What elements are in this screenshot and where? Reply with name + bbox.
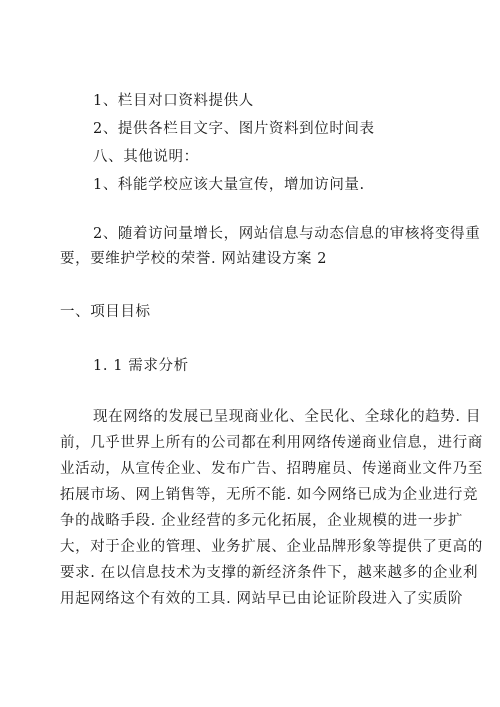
paragraph-line: 要求. 在以信息技术为支撑的新经济条件下，越来越多的企业利 [60,565,479,581]
item-b2-line1: 2、随着访问量增长，网站信息与动态信息的审核将变得重 [93,226,481,242]
subsection-heading-1-1: 1. 1 需求分析 [93,358,189,374]
paragraph-line: 大，对于企业的管理、业务扩展、企业品牌形象等提供了更高的 [60,539,483,555]
paragraph-line: 拓展市场、网上销售等，无所不能. 如今网络已成为企业进行竞 [60,487,479,503]
section-heading-1: 一、项目目标 [60,304,151,320]
paragraph-line: 用起网络这个有效的工具. 网站早已由论证阶段进入了实质阶 [60,591,464,607]
paragraph-line: 争的战略手段. 企业经营的多元化拓展，企业规模的进一步扩 [60,513,464,529]
item-b2-line2: 要，要维护学校的荣誉. 网站建设方案 2 [60,251,328,267]
item-b1: 1、科能学校应该大量宣传，增加访问量. [93,177,365,193]
section-heading-8: 八、其他说明： [93,149,199,165]
paragraph-line: 现在网络的发展已呈现商业化、全民化、全球化的趋势. 目 [93,409,481,425]
paragraph-line: 前，几乎世界上所有的公司都在利用网络传递商业信息，进行商 [60,435,483,451]
item-a1: 1、栏目对口资料提供人 [93,93,254,109]
paragraph-line: 业活动，从宣传企业、发布广告、招聘雇员、传递商业文件乃至 [60,461,483,477]
item-a2: 2、提供各栏目文字、图片资料到位时间表 [93,121,375,137]
